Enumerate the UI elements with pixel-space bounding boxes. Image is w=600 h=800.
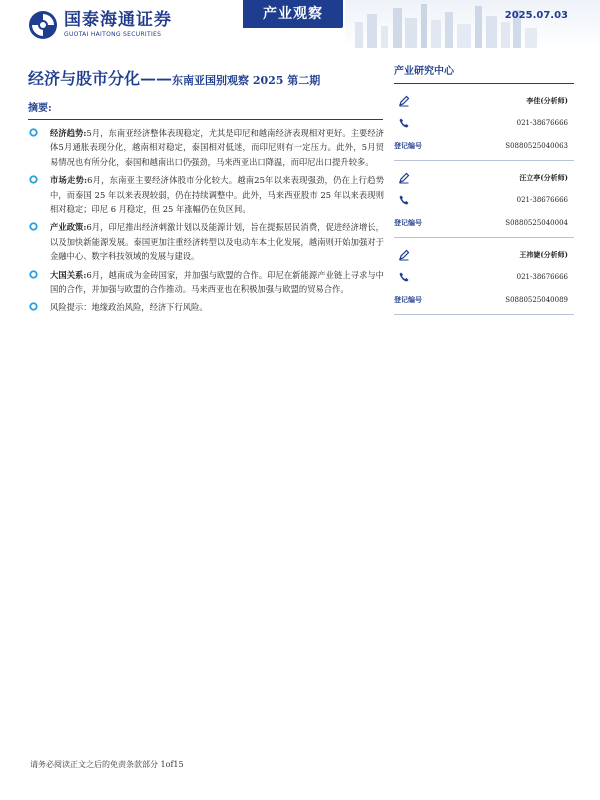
reg-label: 登记编号 — [394, 218, 422, 227]
bullet-circle-icon — [29, 222, 38, 231]
page-header — [0, 0, 600, 48]
abstract-label: 摘要: — [28, 103, 52, 114]
analyst-card — [394, 161, 574, 238]
analyst-phone: 021-38676666 — [516, 196, 568, 204]
analyst-sidebar — [394, 58, 574, 315]
report-title — [28, 66, 378, 89]
phone-icon — [398, 117, 410, 129]
analyst-reg-number: S0880525040004 — [505, 219, 568, 227]
bullet-text: 6月，印尼推出经济刺激计划以及能源计划，旨在提振居民消费，促进经济增长，以及加快新能源发展。泰国更加注重经济转型以及电动车本土化发展，越南则开始加强对于金融中心、数字科技领域的发展与建设。 — [50, 222, 384, 262]
bullet-circle-icon — [29, 270, 38, 279]
bullet-heading: 经济趋势: — [50, 128, 87, 138]
bullet-risk-warning — [28, 300, 384, 314]
report-title-main: 经济与股市分化—— — [28, 69, 173, 88]
analyst-name-row — [394, 171, 574, 185]
bullet-industrial-policy — [28, 220, 384, 263]
phone-icon — [398, 271, 410, 283]
logo-mark-icon — [28, 10, 58, 40]
logo-english-name: GUOTAI HAITONG SECURITIES — [64, 31, 162, 38]
bullet-market-trend — [28, 173, 384, 216]
bullet-text: 5月，东南亚经济整体表现稳定，尤其是印尼和越南经济表现相对更好。主要经济体5月通胀表现分化，越南相对稳定，泰国相对低迷，而印尼则有一定压力。此外，5月贸易情况也有所分化，泰国和越南出口仍强劲，马来西亚出口降温，而印尼出口提升较多。 — [50, 128, 384, 167]
analyst-reg-row — [394, 293, 574, 307]
company-logo — [28, 10, 172, 40]
bullet-economic-trend — [28, 126, 384, 169]
bullet-circle-icon — [29, 302, 38, 311]
analyst-phone-row — [394, 193, 574, 207]
bullet-text: 6月，越南成为金砖国家，并加强与欧盟的合作。印尼在新能源产业链上寻求与中国的合作，并加强与欧盟的合作推动。马来西亚也在积极加强与欧盟的贸易合作。 — [50, 269, 384, 295]
bullet-major-power-relations — [28, 268, 384, 297]
analyst-name: 李佳(分析师) — [526, 96, 568, 105]
abstract-divider — [28, 119, 383, 120]
bullet-heading: 产业政策: — [50, 222, 87, 233]
pen-icon — [398, 249, 410, 261]
city-skyline-image — [345, 0, 600, 48]
analyst-reg-row — [394, 216, 574, 230]
analyst-card — [394, 84, 574, 161]
disclaimer-footer: 请务必阅读正文之后的免责条款部分 1of15 — [30, 760, 184, 769]
reg-label: 登记编号 — [394, 295, 422, 304]
analyst-phone-row — [394, 270, 574, 284]
analyst-card — [394, 238, 574, 315]
bullet-circle-icon — [29, 128, 38, 137]
pen-icon — [398, 172, 410, 184]
bullet-heading: 大国关系: — [50, 269, 87, 280]
phone-icon — [398, 194, 410, 206]
report-subtitle: 东南亚国别观察 2025 第二期 — [172, 74, 321, 87]
pen-icon — [398, 95, 410, 107]
abstract-bullets — [28, 126, 384, 319]
analyst-phone-row — [394, 116, 574, 130]
analyst-name-row — [394, 248, 574, 262]
analyst-phone: 021-38676666 — [516, 119, 568, 127]
analyst-name: 王祎婕(分析师) — [519, 250, 568, 259]
section-badge-label: 产业观察 — [263, 6, 323, 22]
analyst-name: 汪立亭(分析师) — [519, 173, 568, 182]
report-date: 2025.07.03 — [504, 10, 568, 21]
logo-chinese-name: 国泰海通证券 — [64, 10, 172, 30]
analyst-reg-number: S0880525040063 — [505, 142, 568, 150]
bullet-text: 6月，东南亚主要经济体股市分化较大。越南25年以来表现强劲，仍在上行趋势中，而泰国 25 年以来表现较弱，仍在持续调整中。此外，马来西亚股市 25 年以来表现则相对稳定；印尼 6 月稳定，但 25 年涨幅仍在负区间。 — [50, 175, 384, 215]
bullet-circle-icon — [29, 175, 38, 184]
research-center-title: 产业研究中心 — [394, 66, 454, 77]
section-badge — [243, 0, 343, 28]
analyst-phone: 021-38676666 — [516, 273, 568, 281]
reg-label: 登记编号 — [394, 141, 422, 150]
analyst-name-row — [394, 94, 574, 108]
analyst-reg-number: S0880525040089 — [505, 296, 568, 304]
bullet-text: 风险提示：地缘政治风险，经济下行风险。 — [50, 302, 208, 313]
bullet-heading: 市场走势: — [50, 175, 88, 186]
analyst-reg-row — [394, 139, 574, 153]
